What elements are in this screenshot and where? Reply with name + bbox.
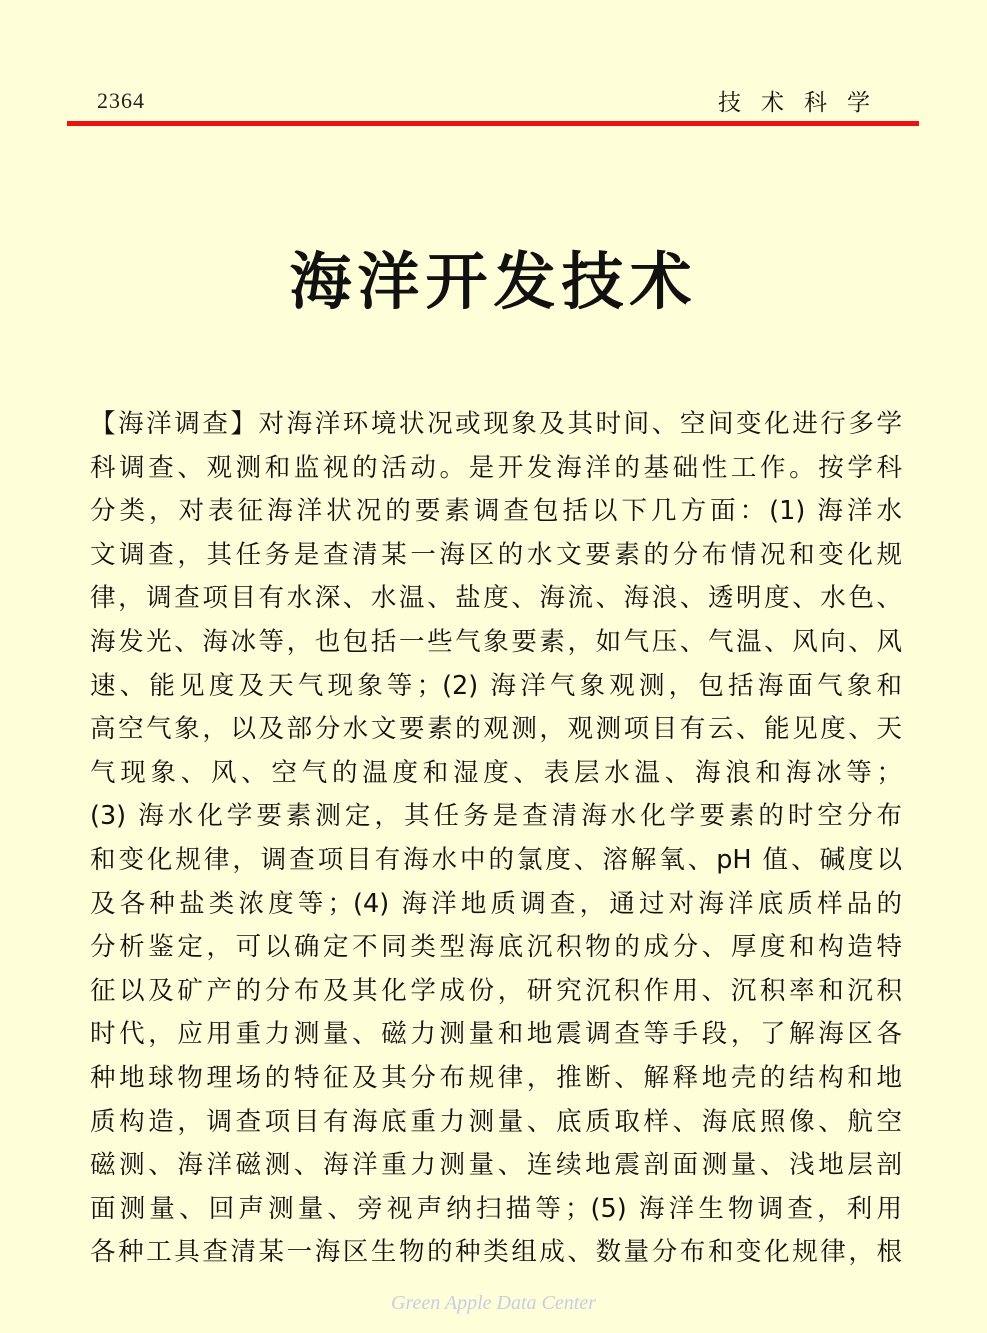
page-number: 2364	[97, 88, 145, 113]
text-line: 【海洋调查】对海洋环境状况或现象及其时间、空间变化进行多学	[90, 409, 902, 439]
header-rule	[67, 121, 919, 126]
text-line: 质构造，调查项目有海底重力测量、底质取样、海底照像、航空	[90, 1106, 902, 1137]
text-line: 速、能见度及天气现象等；(2) 海洋气象观测，包括海面气象和	[90, 670, 902, 701]
text-line: 征以及矿产的分布及其化学成份，研究沉积作用、沉积率和沉积	[90, 975, 902, 1006]
text-line: 律，调查项目有水深、水温、盐度、海流、海浪、透明度、水色、	[90, 583, 902, 614]
journal-title: 技术科学	[718, 90, 890, 116]
text-line: 种地球物理场的特征及其分布规律，推断、解释地壳的结构和地	[90, 1062, 902, 1093]
text-line: 和变化规律，调查项目有海水中的氯度、溶解氧、pH 值、碱度以	[90, 844, 902, 875]
text-line: 气现象、风、空气的温度和湿度、表层水温、海浪和海冰等；	[90, 757, 902, 788]
text-line: 时代，应用重力测量、磁力测量和地震调查等手段，了解海区各	[90, 1019, 902, 1050]
text-line: 文调查，其任务是查清某一海区的水文要素的分布情况和变化规	[90, 539, 902, 570]
watermark: Green Apple Data Center	[391, 1292, 596, 1314]
text-line: 及各种盐类浓度等；(4) 海洋地质调查，通过对海洋底质样品的	[90, 888, 902, 919]
body-text	[90, 403, 902, 1275]
text-line: 科调查、观测和监视的活动。是开发海洋的基础性工作。按学科	[90, 452, 902, 483]
text-line: 磁测、海洋磁测、海洋重力测量、连续地震剖面测量、浅地层剖	[90, 1150, 902, 1181]
text-line: (3) 海水化学要素测定，其任务是查清海水化学要素的时空分布	[90, 801, 902, 832]
text-line: 高空气象，以及部分水文要素的观测，观测项目有云、能见度、天	[90, 714, 902, 745]
text-line: 各种工具查清某一海区生物的种类组成、数量分布和变化规律，根	[90, 1237, 902, 1268]
article-title: 海洋开发技术	[289, 245, 698, 318]
text-line: 分类，对表征海洋状况的要素调查包括以下几方面：(1) 海洋水	[90, 496, 902, 527]
text-line: 面测量、回声测量、旁视声纳扫描等；(5) 海洋生物调查，利用	[90, 1193, 902, 1224]
text-line: 分析鉴定，可以确定不同类型海底沉积物的成分、厚度和构造特	[90, 932, 902, 963]
text-line: 海发光、海冰等，也包括一些气象要素，如气压、气温、风向、风	[90, 626, 902, 657]
